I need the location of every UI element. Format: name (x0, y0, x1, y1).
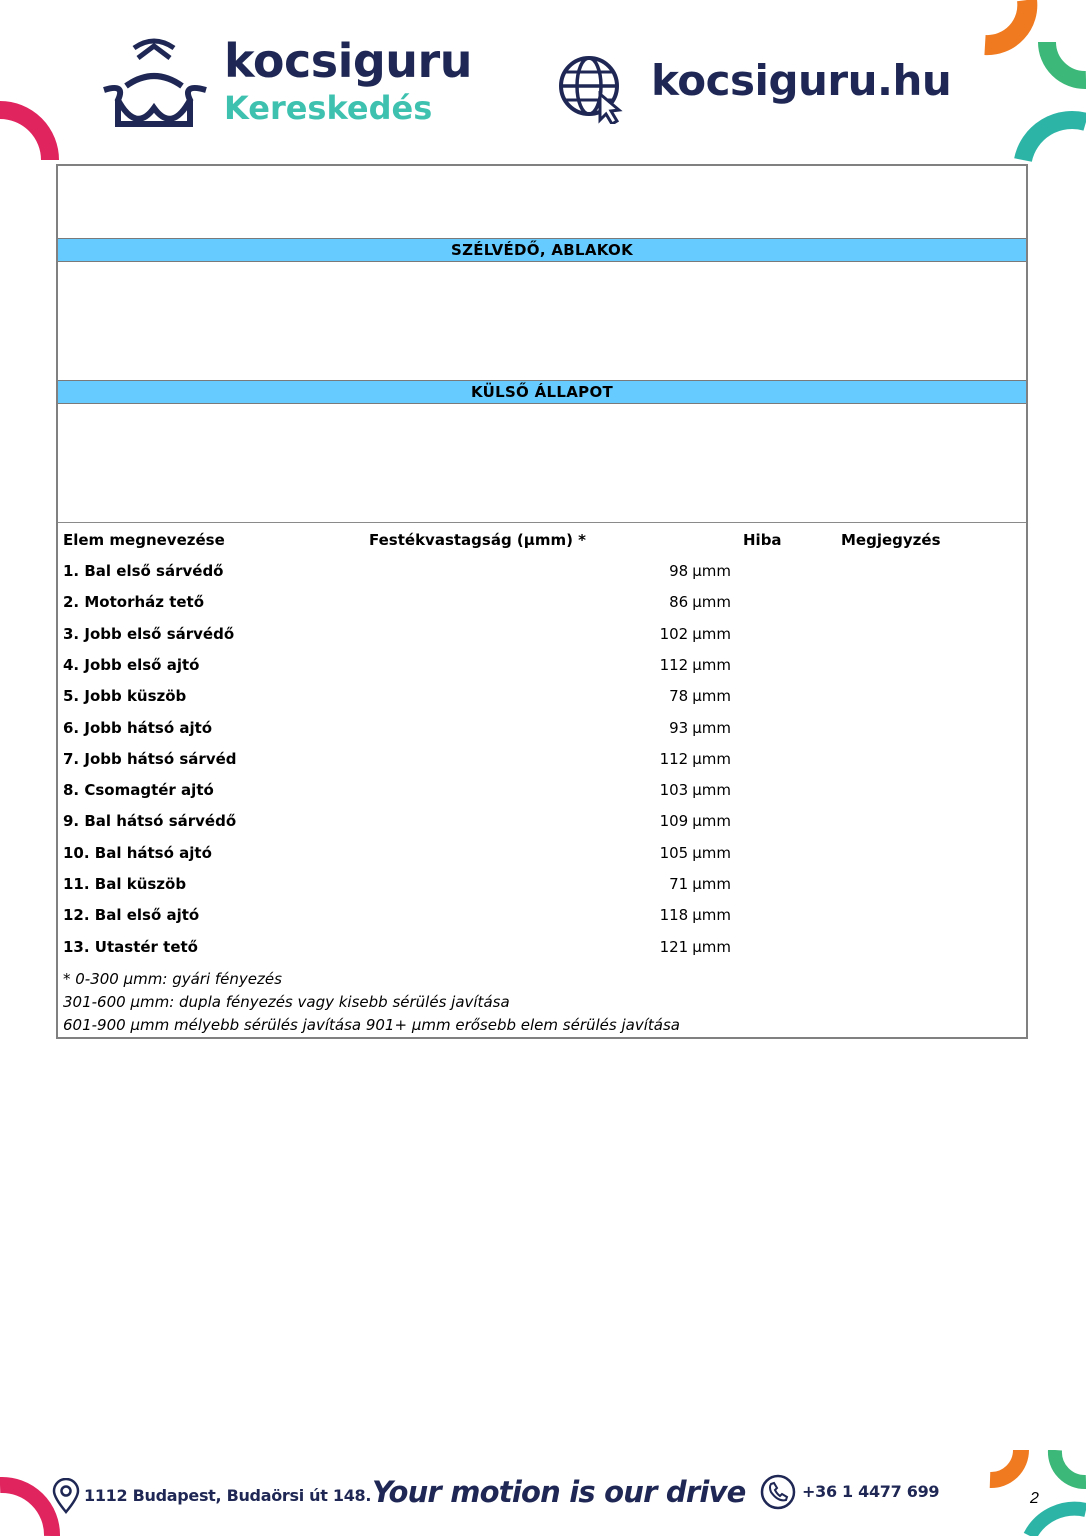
brand-mascot-icon (96, 38, 216, 133)
phone-icon (760, 1474, 796, 1510)
row-element-name: 12. Bal első ajtó (63, 906, 200, 925)
row-element-name: 10. Bal hátsó ajtó (63, 843, 212, 862)
row-paint-thickness (660, 625, 731, 643)
row-paint-thickness (669, 875, 731, 893)
globe-cursor-icon (556, 54, 626, 124)
footer-phone: +36 1 4477 699 (802, 1482, 940, 1501)
row-paint-thickness (660, 844, 731, 862)
legend-note: 601-900 µmm mélyebb sérülés javítása 901+ µmm erősebb elem sérülés javítása (63, 1016, 680, 1034)
table-row (58, 562, 1026, 593)
column-header-element: Elem megnevezése (63, 531, 225, 549)
row-element-name: 9. Bal hátsó sárvédő (63, 812, 237, 831)
table-row (58, 719, 1026, 750)
table-row (58, 750, 1026, 781)
section-header-windshield: SZÉLVÉDŐ, ABLAKOK (58, 238, 1026, 262)
table-row (58, 938, 1026, 969)
column-header-comment: Megjegyzés (841, 531, 941, 549)
table-row (58, 593, 1026, 624)
thickness-unit: µmm (692, 655, 731, 674)
thickness-value: 71 (669, 875, 689, 893)
location-pin-icon (52, 1478, 80, 1514)
thickness-value: 121 (659, 937, 689, 956)
column-header-paint-thickness: Festékvastagság (µmm) * (369, 531, 587, 549)
thickness-value: 93 (669, 718, 689, 737)
thickness-value: 112 (659, 749, 689, 768)
footer-address: 1112 Budapest, Budaörsi út 148. (84, 1486, 372, 1505)
thickness-unit: µmm (692, 906, 731, 925)
thickness-unit: µmm (692, 812, 731, 831)
page-number: 2 (1030, 1490, 1039, 1507)
thickness-value: 109 (659, 812, 689, 831)
thickness-unit: µmm (692, 562, 731, 580)
thickness-unit: µmm (692, 749, 731, 768)
legend-note: 301-600 µmm: dupla fényezés vagy kisebb sérülés javítása (63, 993, 510, 1011)
thickness-unit: µmm (692, 624, 731, 643)
row-paint-thickness (660, 812, 731, 830)
thickness-unit: µmm (692, 875, 731, 893)
row-paint-thickness (669, 719, 731, 737)
row-element-name: 1. Bal első sárvédő (63, 562, 224, 580)
thickness-unit: µmm (692, 593, 731, 612)
table-row (58, 687, 1026, 718)
website-link[interactable] (556, 50, 956, 125)
legend-note: * 0-300 µmm: gyári fényezés (63, 970, 282, 988)
table-row (58, 812, 1026, 843)
thickness-value: 102 (659, 624, 689, 643)
row-element-name: 2. Motorház tető (63, 593, 205, 612)
thickness-unit: µmm (692, 843, 731, 862)
row-element-name: 5. Jobb küszöb (63, 687, 187, 706)
thickness-value: 103 (659, 781, 689, 800)
row-paint-thickness (660, 750, 731, 768)
table-row (58, 875, 1026, 906)
table-row (58, 781, 1026, 812)
section-header-exterior: KÜLSŐ ÁLLAPOT (58, 380, 1026, 404)
row-element-name: 3. Jobb első sárvédő (63, 624, 235, 643)
thickness-value: 105 (659, 843, 689, 862)
table-row (58, 844, 1026, 875)
website-text: kocsiguru.hu (651, 56, 952, 105)
row-paint-thickness (660, 781, 731, 799)
row-paint-thickness (669, 593, 731, 611)
row-element-name: 8. Csomagtér ajtó (63, 781, 214, 800)
row-element-name: 13. Utastér tető (63, 937, 198, 956)
row-element-name: 4. Jobb első ajtó (63, 655, 200, 674)
corner-decoration-top-right (975, 0, 1086, 165)
thickness-value: 112 (659, 655, 689, 674)
thickness-unit: µmm (692, 718, 731, 737)
row-paint-thickness (660, 938, 731, 956)
thickness-value: 86 (669, 593, 689, 612)
thickness-value: 78 (669, 687, 689, 706)
row-paint-thickness (660, 656, 731, 674)
footer-slogan: Your motion is our drive (372, 1475, 746, 1509)
table-row (58, 906, 1026, 937)
thickness-value: 118 (659, 906, 689, 925)
table-divider (58, 522, 1026, 523)
row-paint-thickness (669, 687, 731, 705)
brand-logo (96, 34, 476, 133)
table-row (58, 656, 1026, 687)
table-row (58, 625, 1026, 656)
thickness-value: 98 (669, 562, 689, 580)
column-header-defect: Hiba (743, 531, 782, 549)
row-element-name: 6. Jobb hátsó ajtó (63, 718, 213, 737)
inspection-table (56, 164, 1028, 1039)
brand-name: kocsiguru (224, 34, 472, 88)
row-paint-thickness (660, 906, 731, 924)
thickness-unit: µmm (692, 781, 731, 800)
brand-subtitle: Kereskedés (224, 89, 433, 127)
thickness-unit: µmm (692, 687, 731, 706)
row-paint-thickness (669, 562, 731, 580)
thickness-unit: µmm (692, 937, 731, 956)
row-element-name: 11. Bal küszöb (63, 875, 187, 893)
corner-decoration-top-left (0, 90, 70, 170)
row-element-name: 7. Jobb hátsó sárvéd (63, 749, 237, 768)
